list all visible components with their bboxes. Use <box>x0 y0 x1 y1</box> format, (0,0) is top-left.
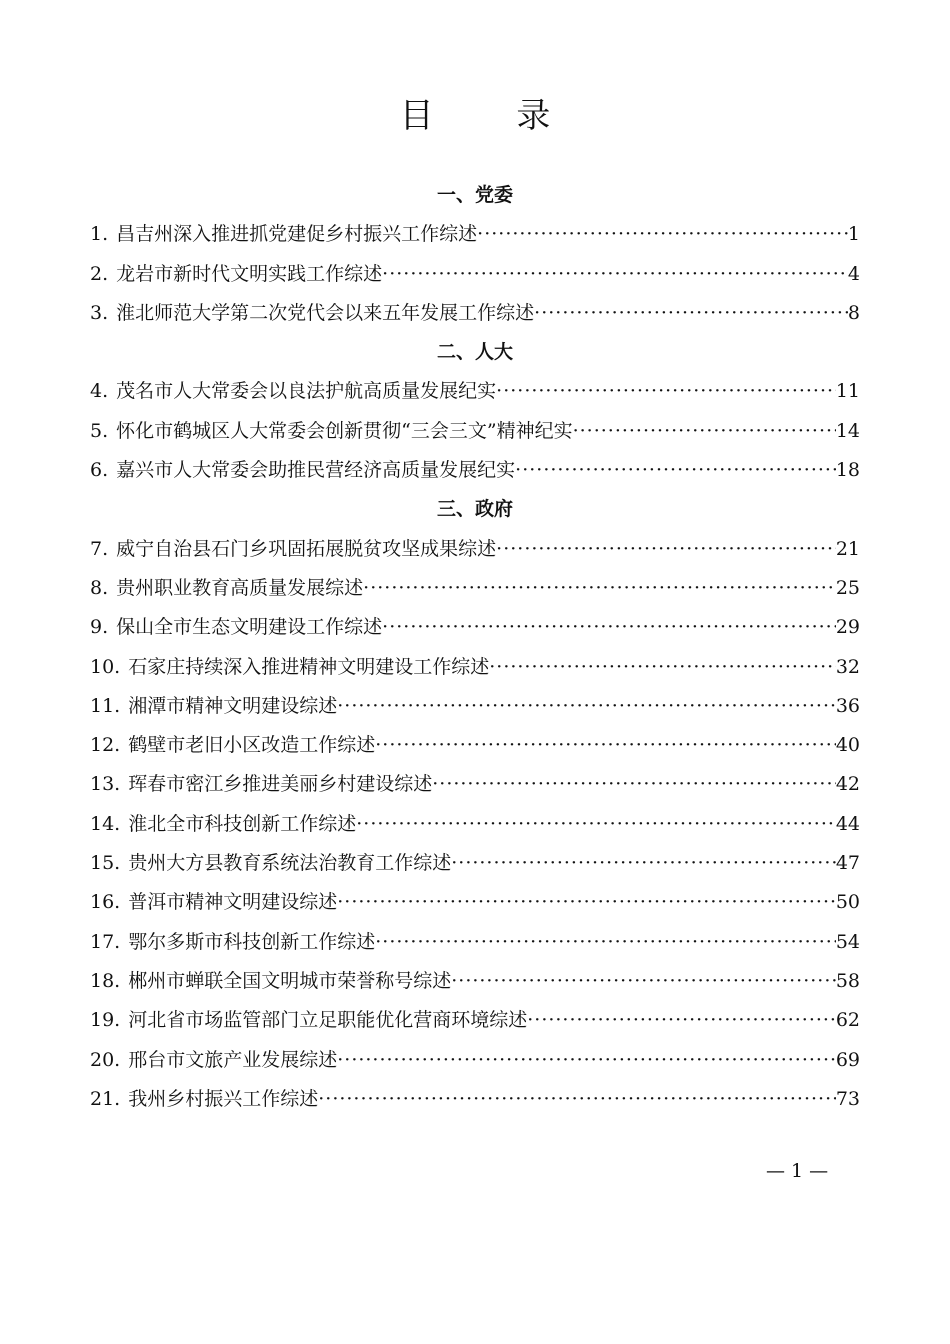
toc-entry[interactable] <box>90 844 860 883</box>
entry-number: 15. <box>90 852 121 875</box>
entry-page-number: 44 <box>835 812 860 835</box>
entry-title: 贵州职业教育高质量发展综述 <box>116 576 364 599</box>
dot-leader <box>337 1041 836 1080</box>
entry-title: 石家庄持续深入推进精神文明建设工作综述 <box>128 655 490 678</box>
dot-leader <box>534 294 848 333</box>
entry-title: 湘潭市精神文明建设综述 <box>128 694 338 717</box>
dot-leader <box>432 765 836 804</box>
section-heading: 三、政府 <box>436 498 513 521</box>
entry-number: 18. <box>90 969 121 992</box>
entry-page-number: 29 <box>835 616 860 639</box>
toc-entry[interactable] <box>90 569 860 608</box>
dot-leader <box>451 962 836 1001</box>
page-title: 目 录 <box>399 96 587 136</box>
entry-title: 鄂尔多斯市科技创新工作综述 <box>128 930 376 953</box>
toc-entry[interactable] <box>90 687 860 726</box>
toc-entry[interactable] <box>90 372 860 411</box>
entry-number: 19. <box>90 1009 121 1032</box>
dot-leader <box>382 608 836 647</box>
entry-number: 6. <box>90 459 109 482</box>
dot-leader <box>451 844 836 883</box>
toc-entry[interactable] <box>90 294 860 333</box>
toc-entry[interactable] <box>90 883 860 922</box>
dot-leader <box>375 923 836 962</box>
entry-number: 1. <box>90 223 109 246</box>
dot-leader <box>382 255 848 294</box>
toc-entry[interactable] <box>90 530 860 569</box>
entry-title: 保山全市生态文明建设工作综述 <box>116 616 383 639</box>
dot-leader <box>363 569 836 608</box>
entry-title: 河北省市场监管部门立足职能优化营商环境综述 <box>128 1009 528 1032</box>
toc-entry[interactable] <box>90 648 860 687</box>
entry-page-number: 62 <box>835 1009 860 1032</box>
entry-page-number: 42 <box>835 773 860 796</box>
entry-title: 淮北全市科技创新工作综述 <box>128 812 357 835</box>
section-heading: 二、人大 <box>436 341 513 364</box>
dot-leader <box>337 687 836 726</box>
entry-page-number: 32 <box>835 655 860 678</box>
entry-page-number: 25 <box>835 576 860 599</box>
entry-title: 淮北师范大学第二次党代会以来五年发展工作综述 <box>116 301 535 324</box>
entry-number: 12. <box>90 734 121 757</box>
entry-number: 7. <box>90 537 109 560</box>
dot-leader <box>477 215 848 254</box>
entry-page-number: 8 <box>847 301 860 324</box>
toc-entry[interactable] <box>90 215 860 254</box>
entry-number: 21. <box>90 1087 121 1110</box>
entry-number: 5. <box>90 419 109 442</box>
entry-page-number: 21 <box>835 537 860 560</box>
toc-entry[interactable] <box>90 805 860 844</box>
entry-number: 10. <box>90 655 121 678</box>
entry-number: 3. <box>90 301 109 324</box>
entry-page-number: 14 <box>835 419 860 442</box>
toc-entry[interactable] <box>90 1001 860 1040</box>
entry-title: 茂名市人大常委会以良法护航高质量发展纪实 <box>116 380 497 403</box>
entry-title: 珲春市密江乡推进美丽乡村建设综述 <box>128 773 433 796</box>
toc-entry[interactable] <box>90 765 860 804</box>
entry-page-number: 54 <box>835 930 860 953</box>
dot-leader <box>496 530 836 569</box>
entry-number: 4. <box>90 380 109 403</box>
toc-entry[interactable] <box>90 962 860 1001</box>
entry-number: 16. <box>90 891 121 914</box>
toc-entry[interactable] <box>90 726 860 765</box>
entry-page-number: 18 <box>835 459 860 482</box>
page-number-footer: — 1 — <box>766 1160 829 1182</box>
entry-title: 贵州大方县教育系统法治教育工作综述 <box>128 852 452 875</box>
entry-number: 20. <box>90 1048 121 1071</box>
toc-entry[interactable] <box>90 451 860 490</box>
entry-page-number: 40 <box>835 734 860 757</box>
entry-title: 威宁自治县石门乡巩固拓展脱贫攻坚成果综述 <box>116 537 497 560</box>
dot-leader <box>356 805 836 844</box>
dot-leader <box>489 648 836 687</box>
toc-entry[interactable] <box>90 412 860 451</box>
entry-number: 8. <box>90 576 109 599</box>
entry-title: 我州乡村振兴工作综述 <box>128 1087 319 1110</box>
entry-number: 11. <box>90 694 121 717</box>
entry-number: 9. <box>90 616 109 639</box>
entry-title: 鹤壁市老旧小区改造工作综述 <box>128 734 376 757</box>
entry-page-number: 58 <box>835 969 860 992</box>
toc-entry[interactable] <box>90 255 860 294</box>
toc-entry[interactable] <box>90 923 860 962</box>
entry-number: 2. <box>90 262 109 285</box>
dot-leader <box>573 412 836 451</box>
entry-number: 17. <box>90 930 121 953</box>
entry-title: 龙岩市新时代文明实践工作综述 <box>116 262 383 285</box>
entry-number: 14. <box>90 812 121 835</box>
dot-leader <box>527 1001 836 1040</box>
entry-title: 郴州市蝉联全国文明城市荣誉称号综述 <box>128 969 452 992</box>
entry-title: 普洱市精神文明建设综述 <box>128 891 338 914</box>
entry-title: 昌吉州深入推进抓党建促乡村振兴工作综述 <box>116 223 478 246</box>
entry-page-number: 73 <box>835 1087 860 1110</box>
entry-page-number: 1 <box>847 223 860 246</box>
dot-leader <box>496 372 836 411</box>
toc-entry[interactable] <box>90 1080 860 1119</box>
entry-page-number: 69 <box>835 1048 860 1071</box>
entry-title: 邢台市文旅产业发展综述 <box>128 1048 338 1071</box>
dot-leader <box>375 726 836 765</box>
entry-title: 怀化市鹤城区人大常委会创新贯彻“三会三文”精神纪实 <box>116 419 573 442</box>
toc-entry[interactable] <box>90 1041 860 1080</box>
dot-leader <box>318 1080 836 1119</box>
dot-leader <box>515 451 836 490</box>
section-heading: 一、党委 <box>436 184 513 206</box>
entry-page-number: 36 <box>835 694 860 717</box>
entry-page-number: 50 <box>835 891 860 914</box>
entry-page-number: 4 <box>847 262 860 285</box>
entry-page-number: 11 <box>835 380 860 403</box>
table-of-contents <box>90 176 860 1119</box>
entry-title: 嘉兴市人大常委会助推民营经济高质量发展纪实 <box>116 459 516 482</box>
entry-number: 13. <box>90 773 121 796</box>
entry-page-number: 47 <box>835 852 860 875</box>
dot-leader <box>337 883 836 922</box>
toc-entry[interactable] <box>90 608 860 647</box>
